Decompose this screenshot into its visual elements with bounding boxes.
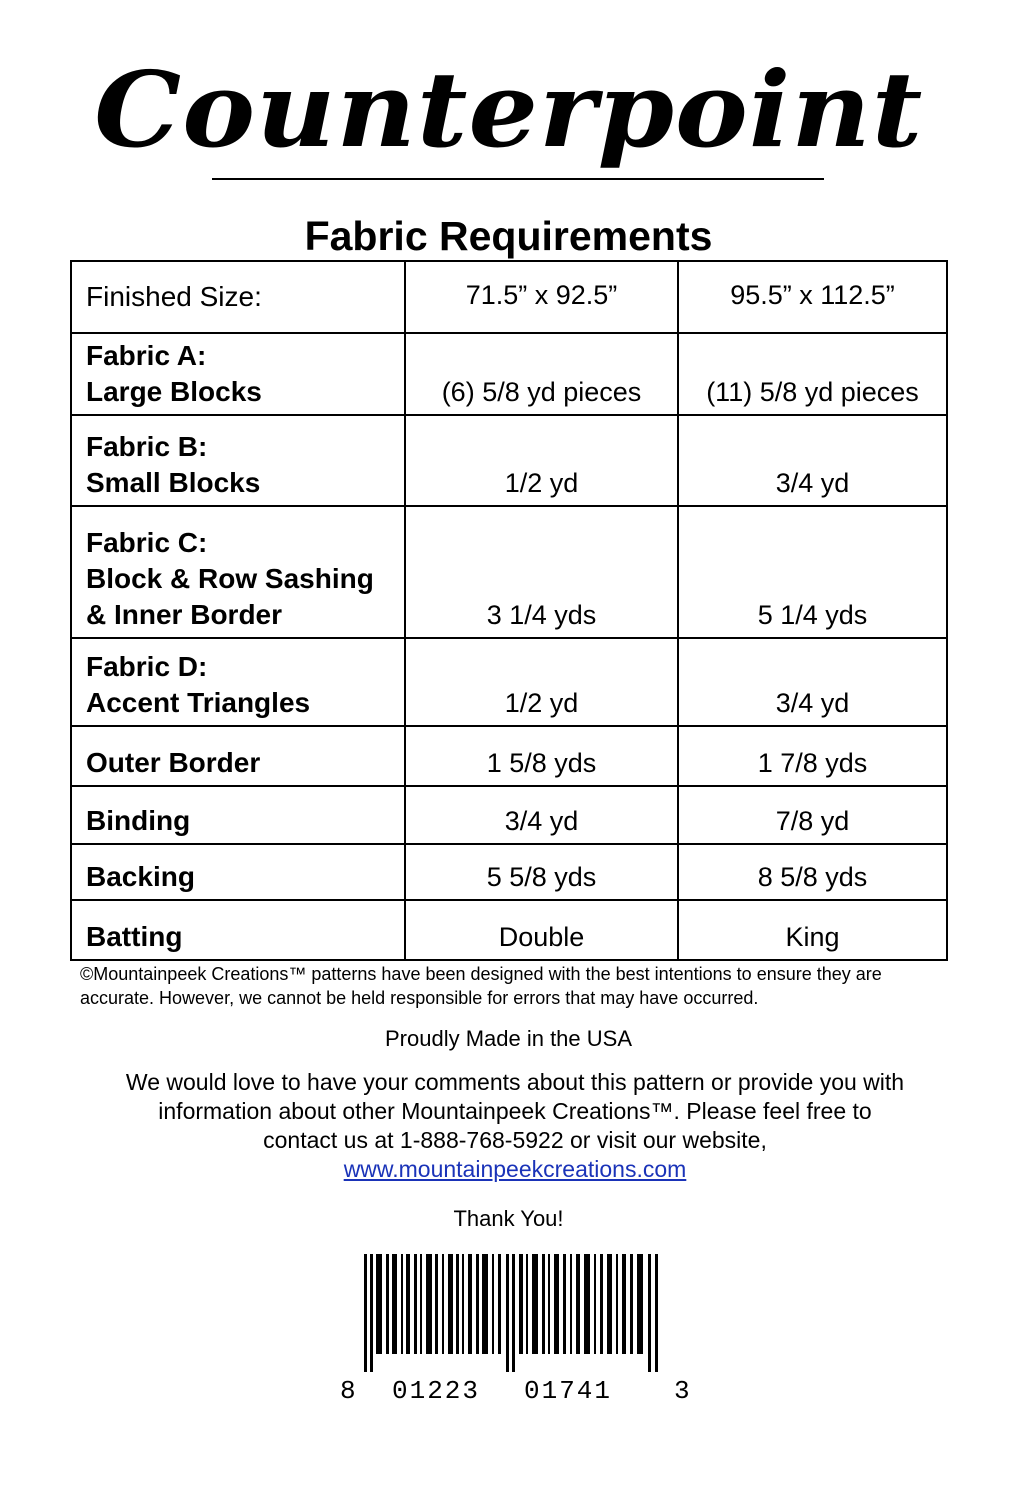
- table-row: [71, 900, 947, 960]
- row-value: 1/2 yd: [405, 638, 678, 726]
- row-value: 3 1/4 yds: [405, 506, 678, 638]
- barcode: [340, 1250, 700, 1410]
- page-title: Fabric Requirements: [304, 213, 713, 259]
- contact-paragraph: [60, 1068, 970, 1184]
- table-row: [71, 726, 947, 786]
- barcode-digit: 3: [674, 1376, 692, 1406]
- fabric-requirements-table: [70, 260, 948, 961]
- row-value: 3/4 yd: [678, 638, 947, 726]
- size-value: 95.5” x 112.5”: [678, 261, 947, 333]
- barcode-digits: 01223: [392, 1376, 481, 1406]
- row-label: Fabric A: Large Blocks: [71, 333, 405, 415]
- logo-text: Counterpoint: [93, 48, 924, 171]
- row-value: (6) 5/8 yd pieces: [405, 333, 678, 415]
- barcode-digit: 8: [340, 1376, 358, 1406]
- row-value: 1 5/8 yds: [405, 726, 678, 786]
- contact-line: We would love to have your comments about this pattern or provide you with: [125, 1069, 905, 1095]
- contact-line: information about other Mountainpeek Creations™. Please feel free to: [158, 1098, 872, 1124]
- table-row: [71, 786, 947, 844]
- table-row: [71, 333, 947, 415]
- row-value: King: [678, 900, 947, 960]
- row-value: 3/4 yd: [405, 786, 678, 844]
- row-label: Binding: [71, 786, 405, 844]
- row-label: Fabric B: Small Blocks: [71, 415, 405, 506]
- disclaimer-text: ©Mountainpeek Creations™ patterns have been designed with the best intentions to ensure they are accurate. However, we cannot be held responsible for errors that may have occurred.: [80, 964, 882, 1008]
- row-value: (11) 5/8 yd pieces: [678, 333, 947, 415]
- size-value: 71.5” x 92.5”: [405, 261, 678, 333]
- size-label: Finished Size:: [71, 261, 405, 333]
- row-value: 3/4 yd: [678, 415, 947, 506]
- table-row: [71, 506, 947, 638]
- row-label: Batting: [71, 900, 405, 960]
- contact-line: contact us at 1-888-768-5922 or visit our website,: [263, 1127, 767, 1153]
- row-value: 5 5/8 yds: [405, 844, 678, 900]
- row-value: 5 1/4 yds: [678, 506, 947, 638]
- logo: [0, 40, 1017, 180]
- row-label: Outer Border: [71, 726, 405, 786]
- row-label: Fabric C: Block & Row Sashing & Inner Border: [71, 506, 405, 638]
- row-label: Backing: [71, 844, 405, 900]
- table-row: [71, 261, 947, 333]
- row-value: 8 5/8 yds: [678, 844, 947, 900]
- row-value: 1/2 yd: [405, 415, 678, 506]
- row-label: Fabric D: Accent Triangles: [71, 638, 405, 726]
- table-row: [71, 415, 947, 506]
- made-in-usa-text: Proudly Made in the USA: [384, 1026, 633, 1051]
- website-link[interactable]: www.mountainpeekcreations.com: [343, 1156, 687, 1182]
- barcode-digits: 01741: [524, 1376, 613, 1406]
- row-value: Double: [405, 900, 678, 960]
- thank-you-text: Thank You!: [453, 1206, 564, 1231]
- table-row: [71, 844, 947, 900]
- barcode-bars: [364, 1254, 660, 1372]
- row-value: 1 7/8 yds: [678, 726, 947, 786]
- logo-divider: [212, 178, 824, 180]
- table-row: [71, 638, 947, 726]
- row-value: 7/8 yd: [678, 786, 947, 844]
